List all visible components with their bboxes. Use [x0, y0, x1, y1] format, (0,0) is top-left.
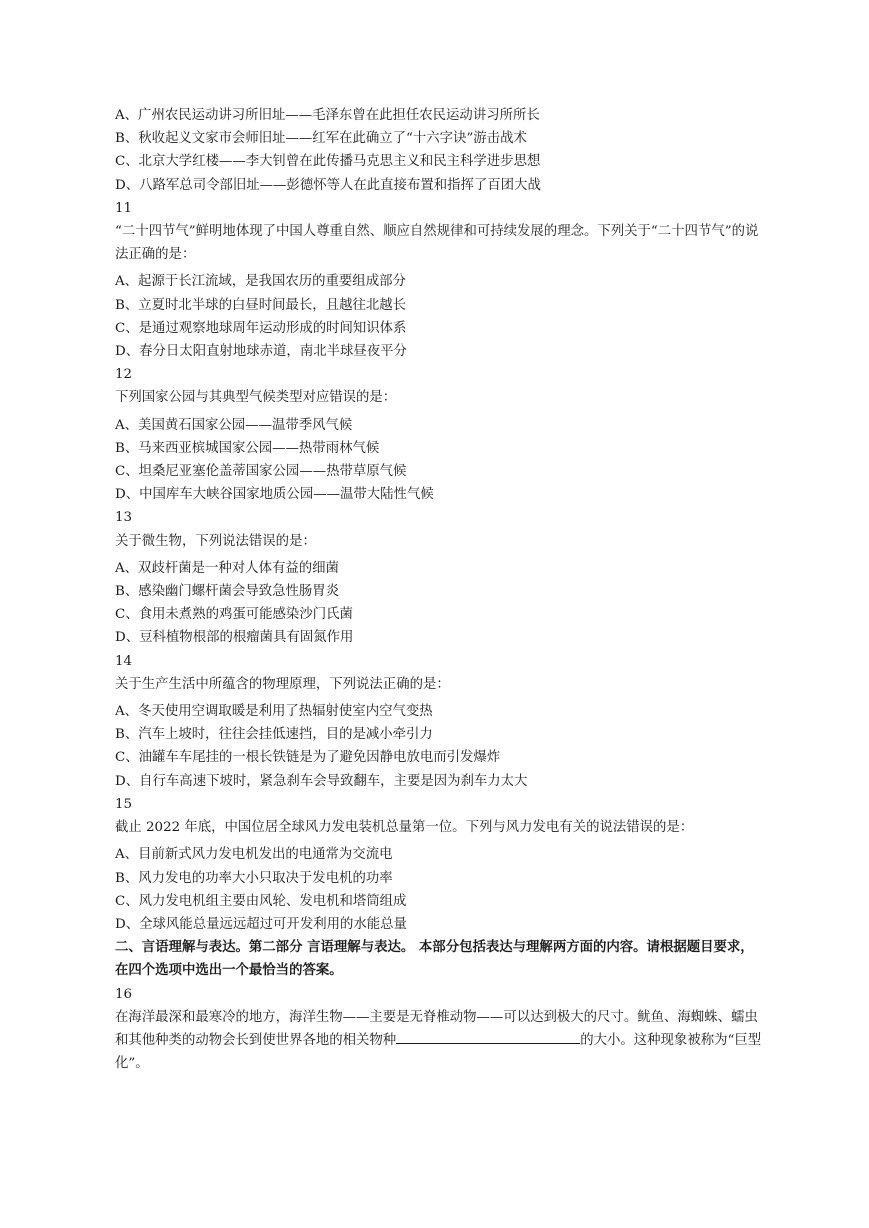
option-c[interactable]: C、油罐车车尾挂的一根长铁链是为了避免因静电放电而引发爆炸 [115, 750, 501, 766]
option-a[interactable]: A、起源于长江流域，是我国农历的重要组成部分 [115, 274, 406, 290]
question-15 [115, 793, 765, 936]
q10-option-d[interactable]: D、八路军总司令部旧址——彭德怀等人在此直接布置和指挥了百团大战 [115, 177, 541, 193]
option-d[interactable]: D、全球风能总量远远超过可开发利用的水能总量 [115, 916, 407, 932]
option-a[interactable]: A、冬天使用空调取暖是利用了热辐射使室内空气变热 [115, 704, 433, 720]
question-16 [115, 983, 765, 1076]
section-heading: 二、言语理解与表达。第二部分 言语理解与表达。 本部分包括表达与理解两方面的内容。请根据题目要求，在四个选项中选出一个最恰当的答案。 [115, 939, 754, 979]
question-stem: 关于生产生活中所蕴含的物理原理，下列说法正确的是： [115, 676, 450, 692]
question-13 [115, 506, 765, 649]
option-d[interactable]: D、春分日太阳直射地球赤道，南北半球昼夜平分 [115, 344, 407, 360]
option-c[interactable]: C、坦桑尼亚塞伦盖蒂国家公园——热带草原气候 [115, 464, 407, 480]
q10-option-a[interactable]: A、广州农民运动讲习所旧址——毛泽东曾在此担任农民运动讲习所所长 [115, 108, 540, 123]
q10-option-b[interactable]: B、秋收起义文家市会师旧址——红军在此确立了“十六字诀”游击战术 [115, 131, 527, 147]
fill-in-blank[interactable] [396, 1029, 580, 1044]
option-d[interactable]: D、豆科植物根部的根瘤菌具有固氮作用 [115, 630, 354, 646]
option-b[interactable]: B、汽车上坡时，往往会挂低速挡，目的是减小牵引力 [115, 727, 433, 743]
question-stem: 截止 2022 年底，中国位居全球风力发电装机总量第一位。下列与风力发电有关的说法错误的是： [115, 820, 694, 836]
option-a[interactable]: A、美国黄石国家公园——温带季风气候 [115, 417, 353, 433]
question-12 [115, 363, 765, 506]
option-b[interactable]: B、风力发电的功率大小只取决于发电机的功率 [115, 870, 393, 886]
question-14 [115, 650, 765, 793]
q10-options [115, 104, 765, 197]
question-number: 12 [115, 367, 133, 383]
question-number: 13 [115, 510, 133, 526]
option-a[interactable]: A、双歧杆菌是一种对人体有益的细菌 [115, 560, 339, 576]
option-c[interactable]: C、风力发电机组主要由风轮、发电机和塔筒组成 [115, 893, 407, 909]
question-number: 11 [115, 200, 133, 216]
question-number: 15 [115, 796, 133, 812]
question-stem [115, 1006, 765, 1076]
stem-before-blank: 在海洋最深和最寒冷的地方，海洋生物——主要是无脊椎动物——可以达到极大的尺寸。鱿鱼、海蜘蛛、蠕虫和其他种类的动物会长到使世界各地的相关物种 [115, 1009, 758, 1048]
question-stem: “二十四节气”鲜明地体现了中国人尊重自然、顺应自然规律和可持续发展的理念。下列关于“二十四节气”的说法正确的是： [115, 224, 759, 263]
option-b[interactable]: B、立夏时北半球的白昼时间最长，且越往北越长 [115, 297, 407, 313]
question-stem: 关于微生物，下列说法错误的是： [115, 533, 316, 549]
option-b[interactable]: B、感染幽门螺杆菌会导致急性肠胃炎 [115, 584, 340, 600]
option-c[interactable]: C、是通过观察地球周年运动形成的时间知识体系 [115, 320, 407, 336]
stem-after-blank: 的大小。这种现象被称为“巨型化”。 [115, 1032, 762, 1072]
question-number: 16 [115, 986, 133, 1002]
option-d[interactable]: D、中国库车大峡谷国家地质公园——温带大陆性气候 [115, 487, 434, 503]
q10-option-c[interactable]: C、北京大学红楼——李大钊曾在此传播马克思主义和民主科学进步思想 [115, 154, 541, 170]
exam-page [115, 104, 765, 1075]
option-b[interactable]: B、马来西亚槟城国家公园——热带雨林气候 [115, 440, 380, 456]
question-11 [115, 197, 765, 363]
question-stem: 下列国家公园与其典型气候类型对应错误的是： [115, 390, 397, 406]
option-d[interactable]: D、自行车高速下坡时，紧急刹车会导致翻车，主要是因为刹车力太大 [115, 773, 528, 789]
question-number: 14 [115, 653, 133, 669]
option-a[interactable]: A、目前新式风力发电机发出的电通常为交流电 [115, 847, 393, 863]
option-c[interactable]: C、食用未煮熟的鸡蛋可能感染沙门氏菌 [115, 607, 353, 623]
